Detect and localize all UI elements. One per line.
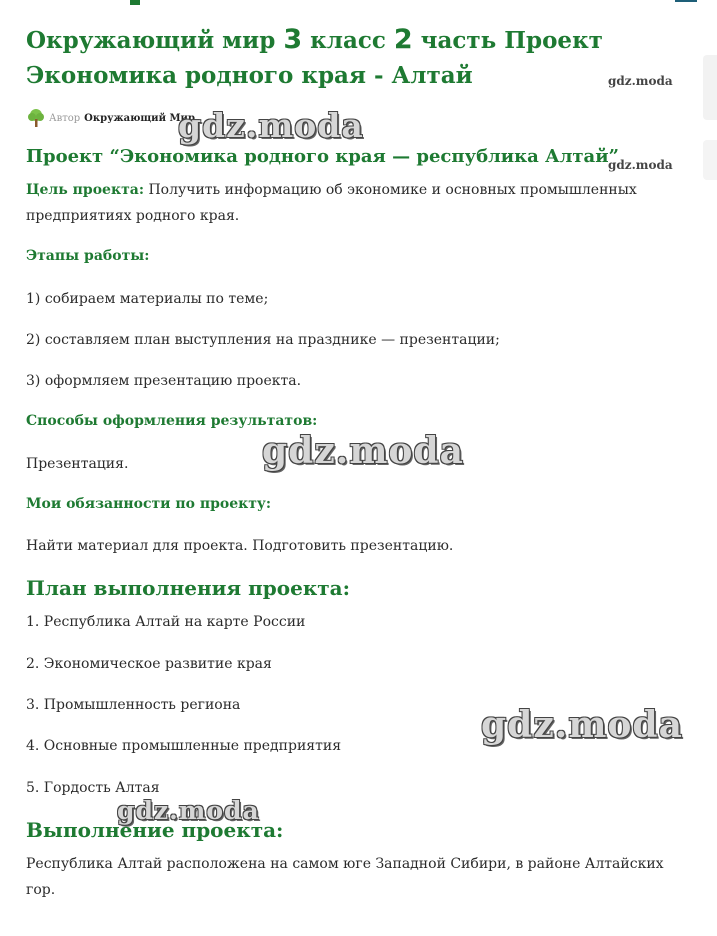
goal-text: Получить информацию об экономике и основных промышленных предприятиях родного края. <box>26 182 637 224</box>
execution-text: Республика Алтай расположена на самом юге Западной Сибири, в районе Алтайских гор. <box>26 856 664 898</box>
plan-item: 2. Экономическое развитие края <box>26 656 272 672</box>
stage-item: 3) оформляем презентацию проекта. <box>26 373 302 389</box>
author-label: Автор <box>49 112 81 124</box>
stage-item: 2) составляем план выступления на празднике — презентации; <box>26 332 500 348</box>
stages-label: Этапы работы: <box>26 248 150 264</box>
watermark-big-4: gdz.moda <box>117 796 260 825</box>
top-blue-mark <box>675 0 697 2</box>
cut-off-text <box>26 896 446 902</box>
plan-item: 4. Основные промышленные предприятия <box>26 738 342 754</box>
project-heading: Проект “Экономика родного края — республика Алтай” <box>26 146 619 167</box>
author-meta <box>26 107 195 129</box>
duties-text: Найти материал для проекта. Подготовить презентацию. <box>26 538 454 554</box>
plan-item: 1. Республика Алтай на карте России <box>26 614 306 630</box>
watermark-small-2: gdz.moda <box>608 158 673 172</box>
top-strip <box>0 0 717 8</box>
watermark-small: gdz.moda <box>608 74 673 88</box>
format-label: Способы оформления результатов: <box>26 413 318 429</box>
stage-item: 1) собираем материалы по теме; <box>26 291 269 307</box>
watermark-big-2: gdz.moda <box>262 430 464 472</box>
plan-item: 3. Промышленность региона <box>26 697 241 713</box>
duties-label: Мои обязанности по проекту: <box>26 496 272 512</box>
project-goal <box>26 177 686 229</box>
tree-icon <box>26 108 46 128</box>
author-name[interactable]: Окружающий Мир <box>84 112 195 124</box>
top-green-mark <box>130 0 140 5</box>
plan-heading: План выполнения проекта: <box>26 576 351 600</box>
watermark-big-3: gdz.moda <box>481 704 683 746</box>
plan-item: 5. Гордость Алтая <box>26 780 160 796</box>
goal-label: Цель проекта: <box>26 182 144 198</box>
format-text: Презентация. <box>26 456 129 472</box>
watermark-big: gdz.moda <box>178 106 364 145</box>
execution-heading: Выполнение проекта: <box>26 818 284 842</box>
page-title: Окружающий мир 3 класс 2 часть Проект Экономика родного края - Алтай <box>26 24 603 89</box>
sidebar-edge-2 <box>703 140 717 180</box>
sidebar-edge <box>703 55 717 120</box>
